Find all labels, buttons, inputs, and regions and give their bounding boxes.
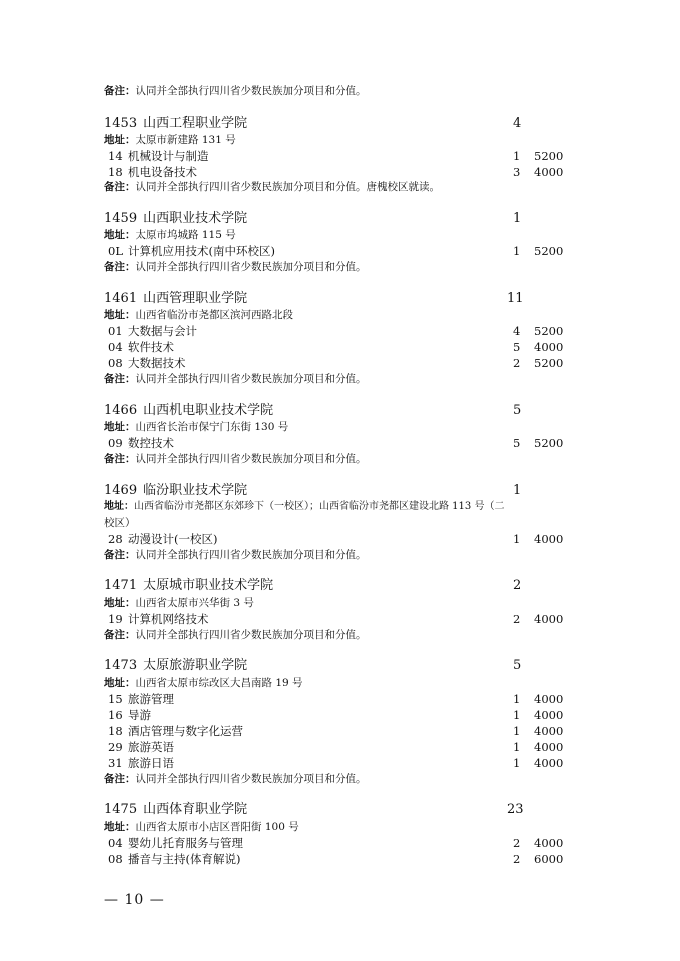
major-count: 1 xyxy=(513,708,521,722)
school-total: 11 xyxy=(507,291,524,306)
school-name: 山西管理职业学院 xyxy=(143,291,248,306)
major-row: 18 机电设备技术 xyxy=(108,165,197,179)
school-title xyxy=(104,291,247,307)
major-fee: 4000 xyxy=(534,165,564,179)
major-count: 1 xyxy=(513,244,521,258)
major-count: 5 xyxy=(513,340,521,354)
school-note: 备注：认同并全部执行四川省少数民族加分项目和分值。 xyxy=(104,549,367,561)
school-name: 太原城市职业技术学院 xyxy=(143,578,274,593)
school-name: 山西职业技术学院 xyxy=(143,211,248,226)
school-address: 地址：太原市坞城路 115 号 xyxy=(104,229,236,241)
school-note: 备注：认同并全部执行四川省少数民族加分项目和分值。 xyxy=(104,629,367,641)
major-fee: 5200 xyxy=(534,244,564,258)
major-fee: 5200 xyxy=(534,324,564,338)
school-name: 临汾职业技术学院 xyxy=(143,483,248,498)
top-note: 备注：认同并全部执行四川省少数民族加分项目和分值。 xyxy=(104,85,367,97)
major-count: 1 xyxy=(513,756,521,770)
school-address: 地址：山西省长治市保宁门东街 130 号 xyxy=(104,421,289,433)
school-code: 1466 xyxy=(104,403,138,418)
school-title xyxy=(104,403,273,419)
major-fee: 5200 xyxy=(534,356,564,370)
school-note: 备注：认同并全部执行四川省少数民族加分项目和分值。 xyxy=(104,261,367,273)
school-name: 太原旅游职业学院 xyxy=(143,658,248,673)
school-address: 地址：山西省太原市综改区大昌南路 19 号 xyxy=(104,677,303,689)
school-total: 23 xyxy=(507,802,524,817)
major-fee: 5200 xyxy=(534,149,564,163)
school-title xyxy=(104,658,247,674)
major-row: 14 机械设计与制造 xyxy=(108,149,209,163)
school-address-continued: 校区） xyxy=(104,517,136,529)
school-title xyxy=(104,578,273,594)
school-code: 1469 xyxy=(104,483,138,498)
major-row: 09 数控技术 xyxy=(108,436,174,450)
school-name: 山西机电职业技术学院 xyxy=(143,403,274,418)
school-code: 1475 xyxy=(104,802,138,817)
major-count: 1 xyxy=(513,740,521,754)
major-fee: 4000 xyxy=(534,612,564,626)
major-count: 1 xyxy=(513,724,521,738)
school-address: 地址：山西省临汾市尧都区滨河西路北段 xyxy=(104,309,293,321)
major-count: 4 xyxy=(513,324,521,338)
major-count: 2 xyxy=(513,852,521,866)
school-total: 4 xyxy=(513,116,522,131)
page-number: — 10 — xyxy=(104,892,165,908)
school-title xyxy=(104,483,247,499)
school-note: 备注：认同并全部执行四川省少数民族加分项目和分值。 xyxy=(104,373,367,385)
major-row: 08 大数据技术 xyxy=(108,356,186,370)
school-address: 地址：太原市新建路 131 号 xyxy=(104,134,236,146)
major-fee: 4000 xyxy=(534,740,564,754)
school-name: 山西体育职业学院 xyxy=(143,802,248,817)
school-address: 地址：山西省临汾市尧都区东郊珍下（一校区）；山西省临汾市尧都区建设北路 113 号（二 xyxy=(104,501,505,512)
major-count: 5 xyxy=(513,436,521,450)
major-count: 2 xyxy=(513,836,521,850)
major-count: 2 xyxy=(513,612,521,626)
major-row: 29 旅游英语 xyxy=(108,740,174,754)
school-title xyxy=(104,116,247,132)
major-row: 04 软件技术 xyxy=(108,340,174,354)
school-address: 地址：山西省太原市兴华街 3 号 xyxy=(104,597,254,609)
school-code: 1471 xyxy=(104,578,138,593)
school-address: 地址：山西省太原市小店区晋阳街 100 号 xyxy=(104,821,299,833)
major-count: 2 xyxy=(513,356,521,370)
major-fee: 4000 xyxy=(534,692,564,706)
major-fee: 5200 xyxy=(534,436,564,450)
school-note: 备注：认同并全部执行四川省少数民族加分项目和分值。 xyxy=(104,773,367,785)
school-code: 1459 xyxy=(104,211,138,226)
school-code: 1453 xyxy=(104,116,138,131)
school-note: 备注：认同并全部执行四川省少数民族加分项目和分值。 xyxy=(104,453,367,465)
school-note: 备注：认同并全部执行四川省少数民族加分项目和分值。唐槐校区就读。 xyxy=(104,181,440,193)
major-row: 31 旅游日语 xyxy=(108,756,174,770)
major-fee: 4000 xyxy=(534,708,564,722)
major-fee: 4000 xyxy=(534,756,564,770)
school-total: 1 xyxy=(513,483,522,498)
major-fee: 4000 xyxy=(534,724,564,738)
school-total: 1 xyxy=(513,211,522,226)
major-row: 0L 计算机应用技术(南中环校区) xyxy=(108,244,275,258)
major-row: 04 婴幼儿托育服务与管理 xyxy=(108,836,243,850)
school-total: 5 xyxy=(513,403,522,418)
major-row: 15 旅游管理 xyxy=(108,692,174,706)
major-count: 1 xyxy=(513,149,521,163)
major-row: 01 大数据与会计 xyxy=(108,324,197,338)
school-title xyxy=(104,802,247,818)
school-total: 2 xyxy=(513,578,522,593)
major-count: 1 xyxy=(513,532,521,546)
school-total: 5 xyxy=(513,658,522,673)
major-row: 28 动漫设计(一校区) xyxy=(108,532,218,546)
major-fee: 4000 xyxy=(534,532,564,546)
major-row: 08 播音与主持(体育解说) xyxy=(108,852,241,866)
major-fee: 6000 xyxy=(534,852,564,866)
major-fee: 4000 xyxy=(534,836,564,850)
school-name: 山西工程职业学院 xyxy=(143,116,248,131)
major-count: 1 xyxy=(513,692,521,706)
major-count: 3 xyxy=(513,165,521,179)
school-title xyxy=(104,211,247,227)
major-fee: 4000 xyxy=(534,340,564,354)
major-row: 18 酒店管理与数字化运营 xyxy=(108,724,243,738)
school-code: 1461 xyxy=(104,291,138,306)
major-row: 16 导游 xyxy=(108,708,151,722)
school-code: 1473 xyxy=(104,658,138,673)
major-row: 19 计算机网络技术 xyxy=(108,612,209,626)
